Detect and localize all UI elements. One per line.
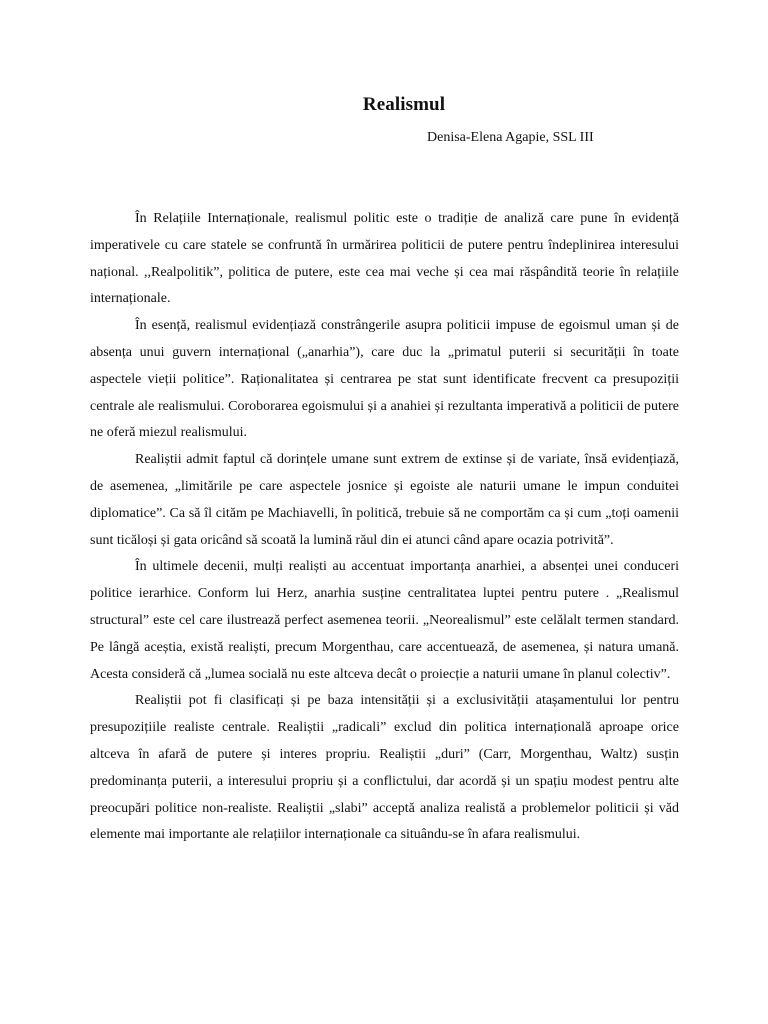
paragraph: În Relațiile Internaționale, realismul politic este o tradiție de analiză care pune în evidență imperativele cu care statele se confruntă în urmărirea politicii de putere pentru îndeplinirea interesului național. ,,Realpolitik”, politica de putere, este cea mai veche și cea mai răspândită teorie în relațiile internaționale.	[90, 211, 679, 307]
document-title: Realismul	[362, 94, 446, 115]
paragraph: În ultimele decenii, mulți realiști au accentuat importanța anarhiei, a absenței unei conduceri politice ierarhice. Conform lui Herz, anarhia susține centralitatea luptei pentru putere . „Realismul structural” este cel care ilustrează perfect asemenea teorii. „Neorealismul” este celălalt termen standard. Pe lângă aceștia, există realiști, precum Morgenthau, care accentuează, de asemenea, și natura umană. Acesta consideră că „lumea socială nu este altceva decât o proiecție a naturii umane în planul colectiv”.	[90, 559, 679, 682]
paragraph: Realiștii pot fi clasificați și pe baza intensității și a exclusivității atașamentului lor pentru presupozițiile realiste centrale. Realiștii „radicali” exclud din politica internațională aproape orice altceva în afară de putere și interes propriu. Realiștii „duri” (Carr, Morgenthau, Waltz) susțin predominanța puterii, a interesului propriu și a conflictului, dar acordă și un spațiu modest pentru alte preocupări politice non-realiste. Realiștii „slabi” acceptă analiza realistă a problemelor politicii și văd elemente mai importante ale relațiilor internaționale ca situându-se în afara realismului.	[90, 693, 679, 843]
paragraph: Realiștii admit faptul că dorințele umane sunt extrem de extinse și de variate, însă evidențiază, de asemenea, „limitările pe care aspectele josnice și egoiste ale naturii umane le impun conduitei diplomatice”. Ca să îl cităm pe Machiavelli, în politică, trebuie să ne comportăm ca și cum „toți oamenii sunt ticăloși și gata oricând să scoată la lumină răul din ei atunci când apare ocazia potrivită”.	[90, 452, 679, 548]
paragraph: În esență, realismul evidențiază constrângerile asupra politicii impuse de egoismul uman și de absența unui guvern internațional („anarhia”), care duc la „primatul puterii si securității în toate aspectele vieții politice”. Raționalitatea și centrarea pe stat sunt identificate frecvent ca presupoziții centrale ale realismului. Coroborarea egoismului și a anahiei și rezultanta imperativă a politicii de putere ne oferă miezul realismului.	[90, 318, 679, 441]
document-body	[90, 206, 679, 849]
author-line: Denisa-Elena Agapie, SSL III	[427, 130, 594, 145]
